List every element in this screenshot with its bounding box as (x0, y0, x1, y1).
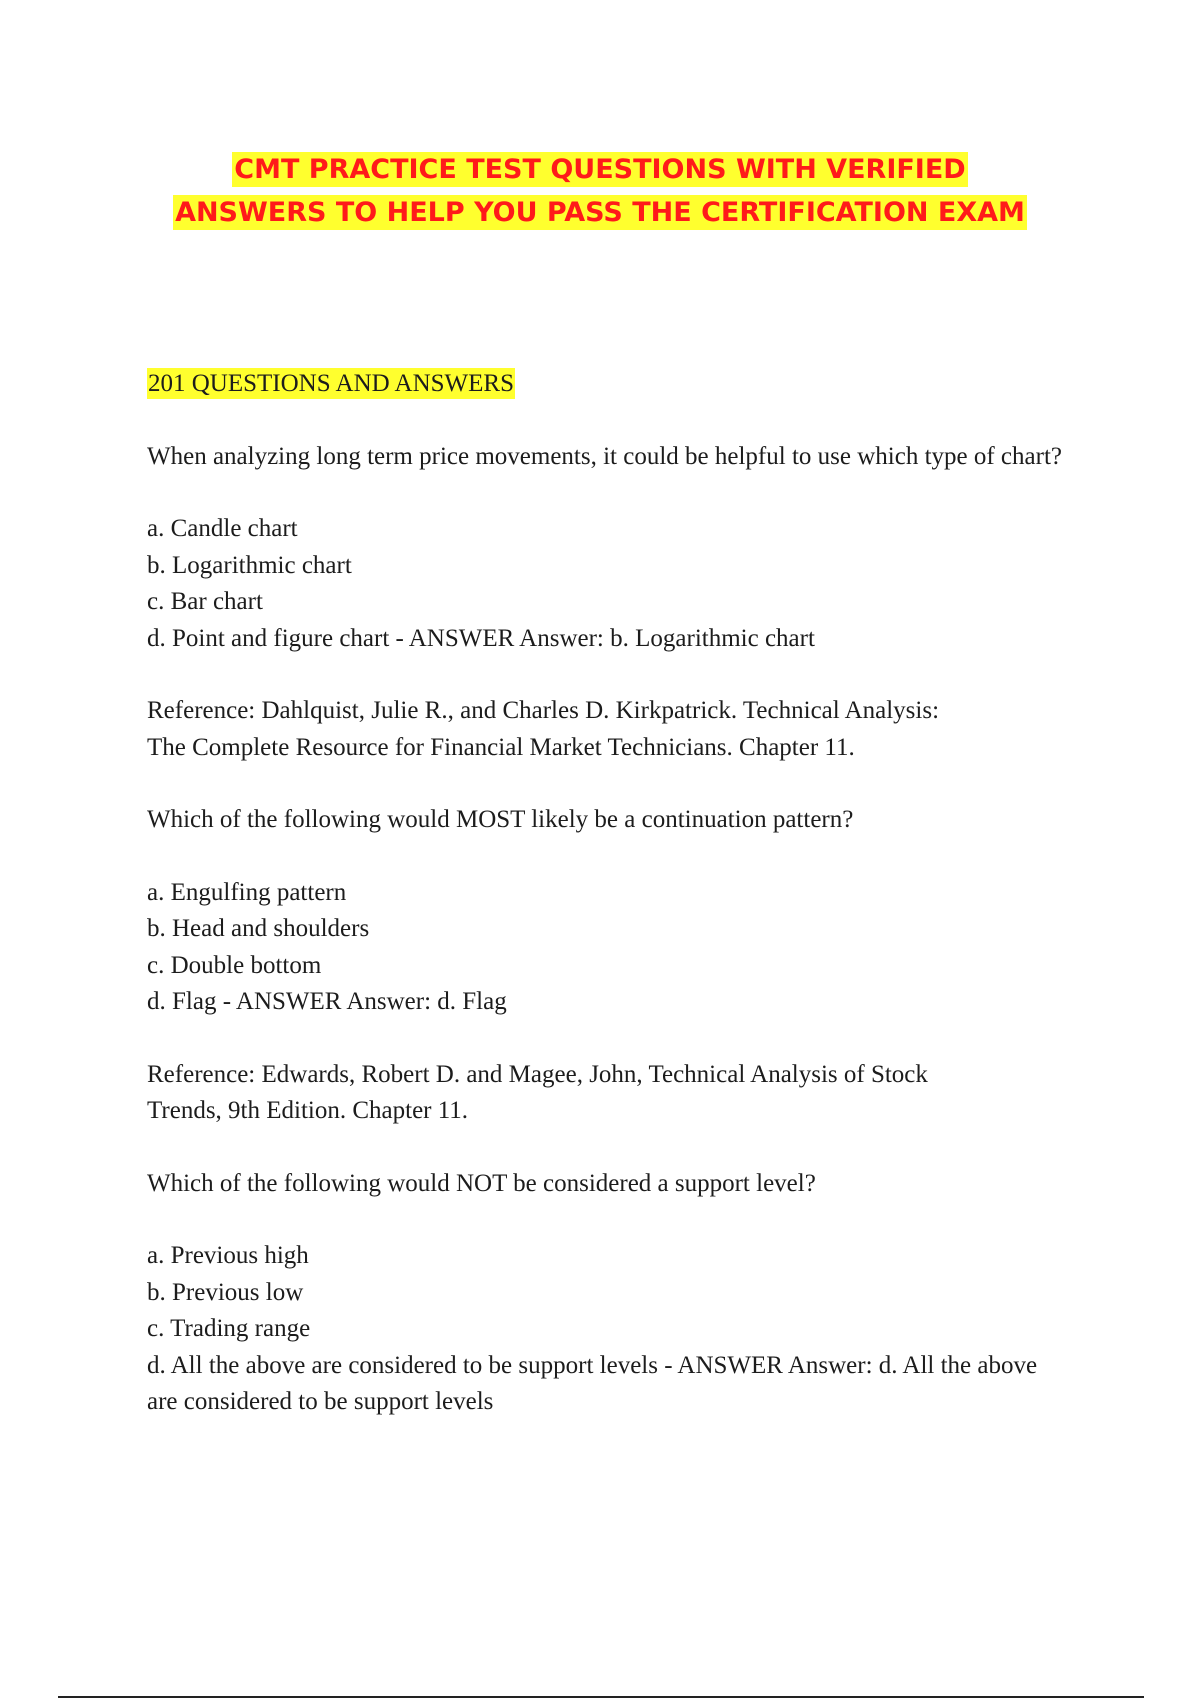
question-1-reference (147, 693, 1067, 766)
question-2-text: Which of the following would MOST likely be a continuation pattern? (147, 806, 854, 833)
question-2-reference-line-1: Reference: Edwards, Robert D. and Magee, John, Technical Analysis of Stock (147, 1060, 928, 1088)
document-title (0, 148, 1200, 234)
question-1-text: When analyzing long term price movements, it could be helpful to use which type of chart? (147, 442, 1062, 470)
question-3-option-d-answer: d. All the above are considered to be support levels - ANSWER Answer: d. All the above are considered to be support levels (147, 1351, 1038, 1415)
question-2-option-a: a. Engulfing pattern (147, 878, 347, 906)
question-3-text: Which of the following would NOT be considered a support level? (147, 1169, 816, 1197)
question-3-options (147, 1238, 1067, 1421)
question-2-option-b: b. Head and shoulders (147, 915, 370, 942)
question-1-option-d-answer: d. Point and figure chart - ANSWER Answer: b. Logarithmic chart (147, 624, 815, 652)
question-1-options (147, 511, 1067, 657)
questions-count-heading: 201 QUESTIONS AND ANSWERS (148, 370, 515, 397)
question-1-reference-line-2: The Complete Resource for Financial Market Technicians. Chapter 11. (147, 733, 855, 761)
question-1-reference-line-1: Reference: Dahlquist, Julie R., and Charles D. Kirkpatrick. Technical Analysis: (147, 697, 940, 724)
title-line-2: ANSWERS TO HELP YOU PASS THE CERTIFICATION EXAM (175, 197, 1025, 228)
question-2-reference (147, 1057, 1067, 1130)
question-3-option-b: b. Previous low (147, 1278, 304, 1306)
question-1-option-c: c. Bar chart (147, 588, 263, 615)
question-3-option-c: c. Trading range (147, 1315, 311, 1342)
question-1-option-b: b. Logarithmic chart (147, 551, 352, 579)
question-3-option-a: a. Previous high (147, 1242, 309, 1269)
title-line-1: CMT PRACTICE TEST QUESTIONS WITH VERIFIED (234, 154, 966, 185)
question-1-option-a: a. Candle chart (147, 515, 298, 542)
document-body (147, 366, 1067, 1421)
question-2-option-d-answer: d. Flag - ANSWER Answer: d. Flag (147, 988, 507, 1015)
question-2-reference-line-2: Trends, 9th Edition. Chapter 11. (147, 1097, 469, 1124)
question-2-options (147, 875, 1067, 1021)
page-bottom-divider (58, 1696, 1144, 1698)
question-2-option-c: c. Double bottom (147, 951, 322, 979)
